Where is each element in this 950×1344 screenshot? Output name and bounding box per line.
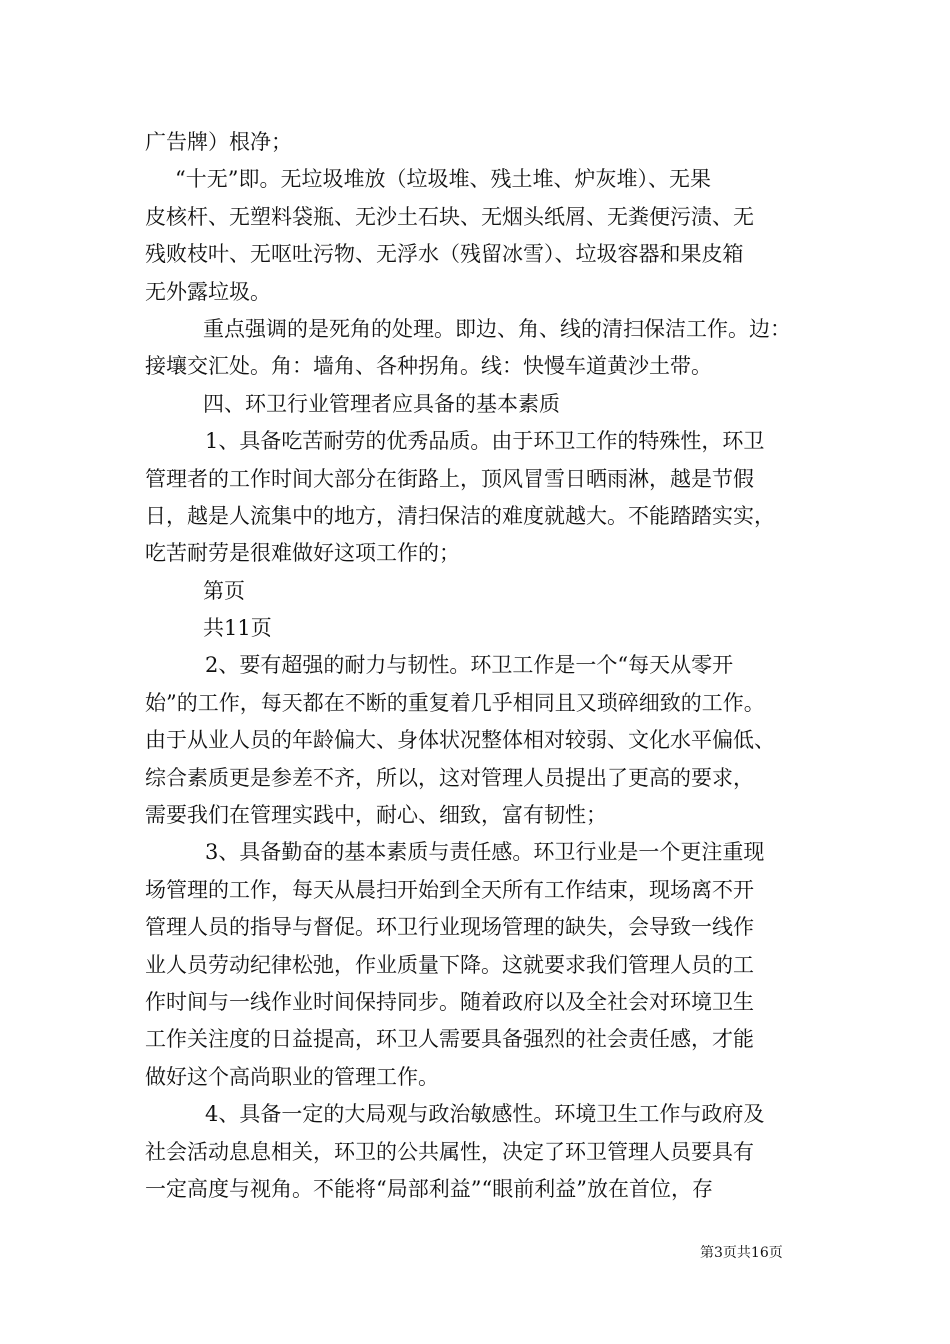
text-line: 接壤交汇处。角：墙角、各种拐角。线：快慢车道黄沙土带。 [145,354,712,379]
text-line: 作时间与一线作业时间保持同步。随着政府以及全社会对环境卫生 [145,989,754,1014]
text-line: 无外露垃圾。 [145,279,271,304]
text-line: 广告牌）根净； [145,130,292,154]
text-line: 日，越是人流集中的地方，清扫保洁的难度就越大。不能踏踏实实， [145,503,775,528]
text-line: 3、具备勤奋的基本素质与责任感。环卫行业是一个更注重现 [205,840,765,865]
inline-page-marker: 第页 [203,578,245,603]
text-line: 由于从业人员的年龄偏大、身体状况整体相对较弱、文化水平偏低、 [145,728,775,753]
text-line: 1、具备吃苦耐劳的优秀品质。由于环卫工作的特殊性，环卫 [205,429,765,454]
text-line: 残败枝叶、无呕吐污物、无浮水（残留冰雪）、垃圾容器和果皮箱 [145,242,744,267]
inline-page-total: 共11页 [203,616,272,641]
page-footer-indicator: 第3页共16页 [700,1245,783,1261]
document-body [145,124,815,1208]
text-line: 业人员劳动纪律松弛，作业质量下降。这就要求我们管理人员的工 [145,952,754,977]
text-line: 管理者的工作时间大部分在街路上，顶风冒雪日晒雨淋，越是节假 [145,466,754,491]
text-line: 皮核杆、无塑料袋瓶、无沙土石块、无烟头纸屑、无粪便污渍、无 [145,204,754,229]
text-line: 始”的工作，每天都在不断的重复着几乎相同且又琐碎细致的工作。 [145,690,765,715]
text-line: 一定高度与视角。不能将“局部利益”“眼前利益”放在首位，存 [145,1176,713,1201]
text-line: “十无”即。无垃圾堆放（垃圾堆、残土堆、炉灰堆）、无果 [175,167,711,192]
text-line: 场管理的工作，每天从晨扫开始到全天所有工作结束，现场离不开 [145,877,754,902]
text-line: 社会活动息息相关，环卫的公共属性，决定了环卫管理人员要具有 [145,1139,754,1164]
text-line: 管理人员的指导与督促。环卫行业现场管理的缺失，会导致一线作 [145,915,754,940]
text-line: 4、具备一定的大局观与政治敏感性。环境卫生工作与政府及 [205,1102,765,1127]
text-line: 重点强调的是死角的处理。即边、角、线的清扫保洁工作。边： [203,316,791,341]
text-line: 工作关注度的日益提高，环卫人需要具备强烈的社会责任感，才能 [145,1027,754,1052]
text-line: 需要我们在管理实践中，耐心、细致，富有韧性； [145,803,607,828]
text-line: 2、要有超强的耐力与韧性。环卫工作是一个“每天从零开 [205,653,734,678]
text-line: 做好这个高尚职业的管理工作。 [145,1064,439,1089]
text-line: 综合素质更是参差不齐，所以，这对管理人员提出了更高的要求， [145,765,754,790]
section-heading: 四、环卫行业管理者应具备的基本素质 [203,391,560,416]
text-line: 吃苦耐劳是很难做好这项工作的； [145,541,460,566]
